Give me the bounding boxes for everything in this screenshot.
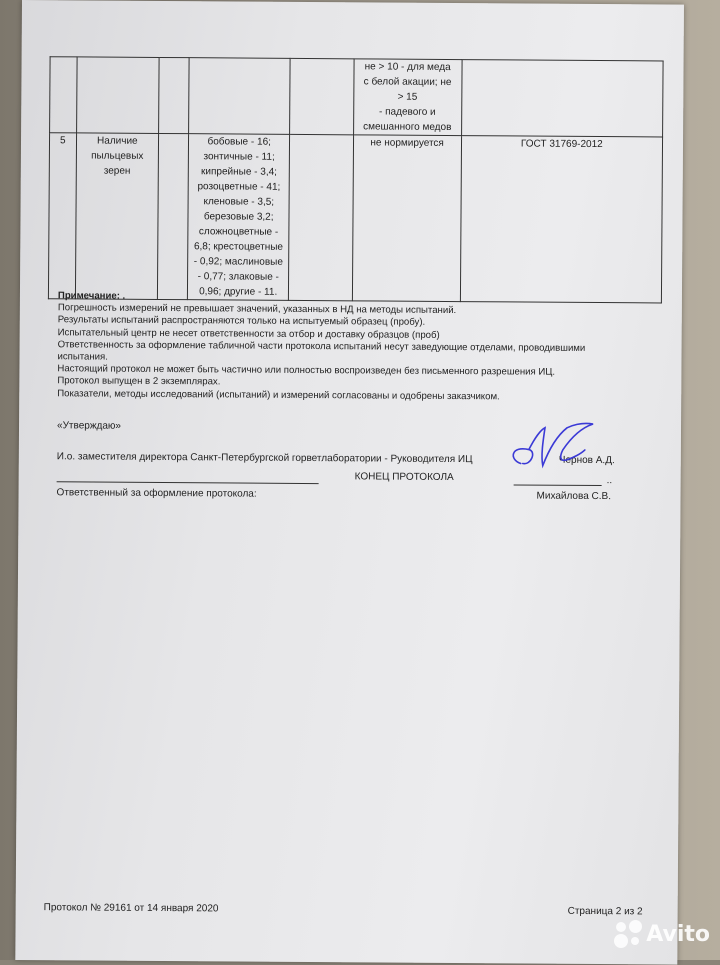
signature-dots: .. (606, 475, 613, 487)
signature-mark (501, 419, 611, 480)
table-row (50, 57, 664, 137)
table-row (48, 133, 662, 303)
page-number: Страница 2 из 2 (567, 905, 643, 918)
approver-name: Чернов А.Д. (558, 454, 615, 467)
note-line: Результаты испытаний распространяются только на испытуемый образец (пробу). (57, 314, 426, 329)
avito-logo-icon (614, 920, 642, 948)
responsible-label: Ответственный за оформление протокола: (56, 487, 257, 500)
norm-value: не нормируется (352, 135, 461, 302)
responsible-name: Михайлова С.В. (536, 490, 612, 503)
norm-cell: не > 10 - для меда с белой акации; не > 15 - падевого и смешанного медов (353, 59, 462, 136)
signature-line-left (57, 481, 319, 484)
document-page (15, 0, 684, 965)
approval-title: «Утверждаю» (56, 420, 122, 432)
note-line: Испытательный центр не несет ответственности за отбор и доставку образцов (проб) (57, 326, 440, 341)
notes-label: Примечание: . (57, 290, 126, 302)
end-of-protocol: КОНЕЦ ПРОТОКОЛА (354, 471, 454, 484)
signature-line-right (514, 484, 602, 486)
note-line: Ответственность за оформление табличной части протокола испытаний несут заведующие отделами, проводившими (57, 339, 586, 354)
note-line: Настоящий протокол не может быть частично или полностью воспроизведен без письменного разрешения ИЦ. (57, 363, 556, 378)
avito-wordmark: Avito (646, 921, 710, 947)
note-line: Погрешность измерений не превышает значений, указанных в НД на методы испытаний. (57, 302, 457, 317)
avito-watermark (614, 920, 710, 948)
result-values: бобовые - 16; зонтичные - 11; кипрейные - 3,4; розоцветные - 41; кленовые - 3,5; березовые 3,2; сложноцветные - 6,8; крестоцветные - 0,92; маслиновые - 0,77; злаковые - 0,96; другие - 11. (188, 134, 290, 301)
note-line: Протокол выпущен в 2 экземплярах. (57, 375, 221, 388)
protocol-footer: Протокол № 29161 от 14 января 2020 (43, 902, 219, 915)
notes-block (57, 290, 648, 404)
method-standard: ГОСТ 31769-2012 (460, 136, 663, 303)
results-table (48, 56, 664, 303)
approver-position: И.о. заместителя директора Санкт-Петербургской горветлаборатории - Руководителя ИЦ (56, 451, 473, 466)
note-line: испытания. (57, 351, 108, 363)
indicator-name: Наличие пыльцевых зерен (75, 133, 159, 300)
row-number: 5 (48, 133, 76, 299)
note-line: Показатели, методы исследований (испытаний) и измерений согласованы и одобрены заказчиком. (57, 387, 500, 402)
